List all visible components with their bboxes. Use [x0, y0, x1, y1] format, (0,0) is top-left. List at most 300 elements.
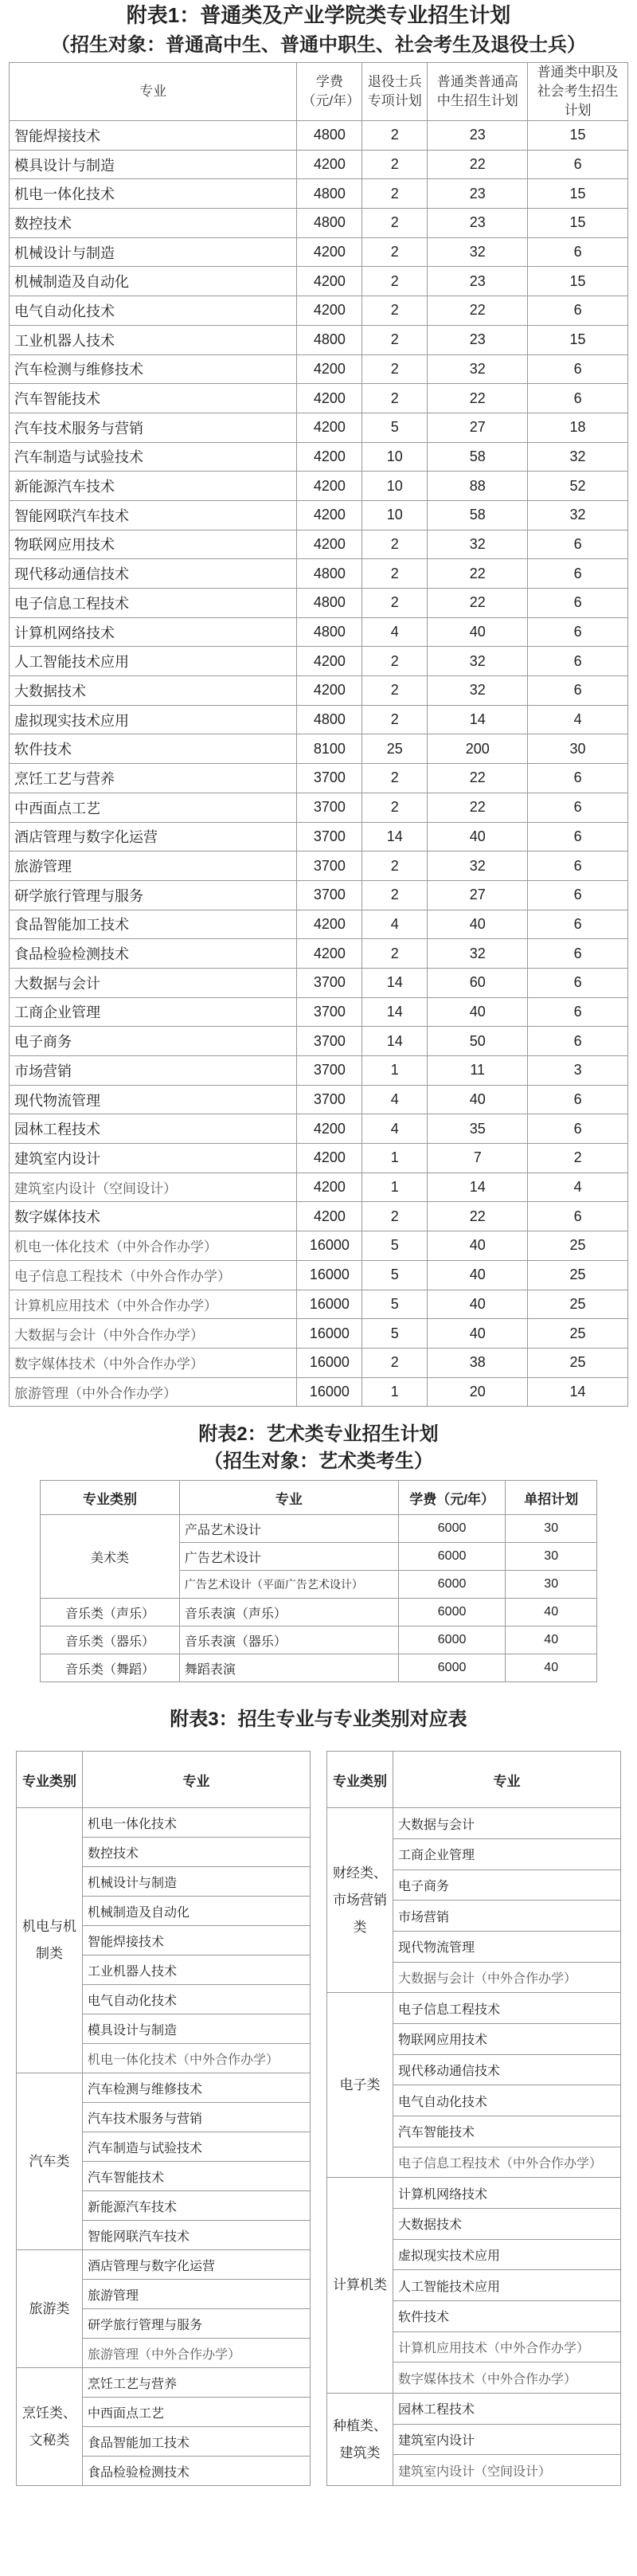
- table1-header-highschool: 普通类普通高中生招生计划: [428, 63, 528, 121]
- table2-cell-major: 音乐表演（器乐）: [179, 1627, 398, 1654]
- table3-cell-major: 汽车制造与试验技术: [83, 2132, 311, 2162]
- table2-cell-value: 6000: [398, 1543, 506, 1571]
- table3-cell-major: 汽车技术服务与营销: [83, 2103, 311, 2132]
- table3-cell-major: 汽车检测与维修技术: [83, 2073, 311, 2103]
- table1-cell-major: 汽车技术服务与营销: [10, 413, 297, 442]
- table2-subtitle: （招生对象：艺术类考生）: [204, 1450, 433, 1473]
- table1-cell-value: 3700: [297, 1085, 362, 1114]
- table1-cell-value: 32: [428, 237, 528, 267]
- table1-cell-major: 建筑室内设计（空间设计）: [10, 1173, 297, 1202]
- table3-cell-major: 工业机器人技术: [83, 1955, 311, 1985]
- table3-right-header-major: 专业: [393, 1752, 621, 1808]
- table1-cell-value: 38: [428, 1348, 528, 1377]
- table1-cell-major: 智能网联汽车技术: [10, 500, 297, 530]
- table2-title: 附表2：艺术类专业招生计划: [198, 1423, 439, 1446]
- table3-cell-major: 计算机网络技术: [393, 2178, 621, 2209]
- table3-left-body: [17, 1808, 311, 2486]
- table1-cell-value: 22: [428, 1202, 528, 1231]
- table2-cell-value: 6000: [398, 1627, 506, 1654]
- table1-cell-major: 新能源汽车技术: [10, 472, 297, 501]
- table1-cell-value: 2: [362, 559, 428, 589]
- table1-row: [10, 617, 628, 647]
- table1-cell-value: 2: [362, 851, 428, 881]
- table1-cell-value: 15: [528, 267, 628, 296]
- table1-cell-value: 20: [428, 1377, 528, 1407]
- table1-cell-value: 4200: [297, 442, 362, 472]
- table1-row: [10, 1173, 628, 1202]
- table3: [16, 1751, 621, 2486]
- table1-cell-major: 计算机网络技术: [10, 617, 297, 647]
- table2-cell-category: 美术类: [41, 1515, 180, 1599]
- table3-right-header-category: 专业类别: [327, 1752, 393, 1808]
- table2-cell-value: 40: [506, 1627, 597, 1654]
- table1-cell-value: 4200: [297, 1144, 362, 1173]
- table3-left: [16, 1751, 311, 2486]
- table3-cell-major: 酒店管理与数字化运营: [83, 2250, 311, 2280]
- table1-cell-major: 酒店管理与数字化运营: [10, 822, 297, 851]
- table1-cell-value: 14: [428, 1173, 528, 1202]
- table1-cell-value: 2: [362, 384, 428, 413]
- table1-cell-value: 50: [428, 1027, 528, 1056]
- table1-cell-major: 大数据技术: [10, 676, 297, 706]
- table1-cell-value: 58: [428, 500, 528, 530]
- table1-cell-major: 旅游管理: [10, 851, 297, 881]
- table3-cell-major: 工商企业管理: [393, 1838, 621, 1869]
- table1-cell-value: 40: [428, 1085, 528, 1114]
- table1-cell-value: 6: [528, 793, 628, 822]
- table1-cell-value: 22: [428, 559, 528, 589]
- table1-cell-value: 8100: [297, 734, 362, 764]
- table1-cell-value: 27: [428, 880, 528, 910]
- table1-cell-value: 2: [362, 237, 428, 267]
- table3-cell-major: 现代物流管理: [393, 1931, 621, 1962]
- table1-cell-major: 模具设计与制造: [10, 150, 297, 179]
- table1-cell-value: 14: [362, 1027, 428, 1056]
- table3-cell-major: 现代移动通信技术: [393, 2054, 621, 2085]
- table3-cell-major: 建筑室内设计: [393, 2424, 621, 2455]
- table1-cell-major: 电子商务: [10, 1027, 297, 1056]
- table1-cell-value: 88: [428, 472, 528, 501]
- table1-cell-value: 3700: [297, 793, 362, 822]
- table1-cell-value: 2: [362, 267, 428, 296]
- table3-cell-major: 旅游管理（中外合作办学）: [83, 2339, 311, 2368]
- table1-cell-major: 虚拟现实技术应用: [10, 705, 297, 734]
- table3-row: [327, 2394, 621, 2425]
- table2-cell-value: 30: [506, 1571, 597, 1599]
- table1-cell-major: 中西面点工艺: [10, 793, 297, 822]
- table1-cell-value: 25: [362, 734, 428, 764]
- table1-cell-value: 14: [528, 1377, 628, 1407]
- table2-header-plan: 单招计划: [506, 1481, 597, 1515]
- table1-cell-value: 60: [428, 968, 528, 997]
- table3-cell-major: 计算机应用技术（中外合作办学）: [393, 2331, 621, 2363]
- table1-cell-value: 25: [528, 1290, 628, 1319]
- table1-cell-value: 25: [528, 1260, 628, 1290]
- table1-cell-major: 人工智能技术应用: [10, 647, 297, 676]
- table1-cell-value: 4200: [297, 354, 362, 384]
- table3-cell-major: 虚拟现实技术应用: [393, 2239, 621, 2270]
- table2-cell-category: 音乐类（器乐）: [41, 1627, 180, 1654]
- table1-cell-value: 25: [528, 1319, 628, 1349]
- table1-cell-value: 22: [428, 384, 528, 413]
- table1-cell-value: 4200: [297, 530, 362, 559]
- table1-cell-value: 4800: [297, 705, 362, 734]
- table2-cell-major: 广告艺术设计: [179, 1543, 398, 1571]
- table2-cell-major: 音乐表演（声乐）: [179, 1599, 398, 1627]
- table3-row: [327, 1808, 621, 1839]
- table1-cell-value: 4: [528, 1173, 628, 1202]
- table2-row: [41, 1599, 597, 1627]
- table1-cell-value: 18: [528, 413, 628, 442]
- table1-cell-value: 6: [528, 1027, 628, 1056]
- table1-cell-value: 40: [428, 1290, 528, 1319]
- table1-cell-major: 大数据与会计（中外合作办学）: [10, 1319, 297, 1349]
- table1-cell-value: 32: [428, 647, 528, 676]
- table1-cell-value: 6: [528, 647, 628, 676]
- table1-cell-value: 22: [428, 589, 528, 618]
- table1-cell-value: 4800: [297, 209, 362, 238]
- table1-subtitle: （招生对象：普通高中生、普通中职生、社会考生及退役士兵）: [51, 34, 586, 56]
- table1-row: [10, 179, 628, 209]
- table1-cell-major: 市场营销: [10, 1056, 297, 1086]
- table3-left-header-row: [17, 1752, 311, 1808]
- table1-cell-value: 6: [528, 559, 628, 589]
- table1-body: [10, 121, 628, 1407]
- table1-row: [10, 851, 628, 881]
- table1-cell-value: 14: [362, 968, 428, 997]
- table1-cell-value: 6: [528, 851, 628, 881]
- table1-cell-major: 计算机应用技术（中外合作办学）: [10, 1290, 297, 1319]
- table2-row: [41, 1654, 597, 1682]
- table3-cell-category: 旅游类: [17, 2250, 83, 2368]
- table1-cell-value: 4200: [297, 500, 362, 530]
- table3-cell-major: 物联网应用技术: [393, 2023, 621, 2054]
- table1-cell-value: 27: [428, 413, 528, 442]
- table1-row: [10, 676, 628, 706]
- table3-cell-category: 汽车类: [17, 2073, 83, 2250]
- table3-cell-major: 模具设计与制造: [83, 2014, 311, 2044]
- table1-cell-value: 10: [362, 442, 428, 472]
- table1-row: [10, 530, 628, 559]
- table1-cell-value: 4800: [297, 617, 362, 647]
- table1-cell-value: 16000: [297, 1290, 362, 1319]
- table1-cell-major: 机械制造及自动化: [10, 267, 297, 296]
- table2-row: [41, 1515, 597, 1543]
- table1-row: [10, 500, 628, 530]
- table2-header-fee: 学费（元/年）: [398, 1481, 506, 1515]
- table1-row: [10, 1085, 628, 1114]
- table2-header-category: 专业类别: [41, 1481, 180, 1515]
- table1-cell-value: 35: [428, 1114, 528, 1144]
- table1-cell-value: 6: [528, 822, 628, 851]
- table1-cell-major: 工业机器人技术: [10, 325, 297, 354]
- table1-title: 附表1：普通类及产业学院类专业招生计划: [126, 3, 511, 27]
- table1-cell-value: 5: [362, 413, 428, 442]
- table1-row: [10, 1202, 628, 1231]
- table1-row: [10, 764, 628, 793]
- table1-cell-value: 40: [428, 1260, 528, 1290]
- table3-cell-major: 电气自动化技术: [393, 2085, 621, 2116]
- table1-cell-value: 1: [362, 1377, 428, 1407]
- table1-cell-value: 2: [528, 1144, 628, 1173]
- table1-cell-value: 6: [528, 764, 628, 793]
- table1-row: [10, 822, 628, 851]
- table1-cell-value: 6: [528, 617, 628, 647]
- table1-cell-value: 3700: [297, 1056, 362, 1086]
- table1-cell-major: 物联网应用技术: [10, 530, 297, 559]
- table3-cell-major: 大数据与会计: [393, 1808, 621, 1839]
- table3-row: [327, 1993, 621, 2024]
- table1-cell-value: 4: [362, 910, 428, 939]
- table3-row: [17, 2073, 311, 2103]
- table3-cell-major: 研学旅行管理与服务: [83, 2309, 311, 2339]
- table1-cell-value: 4200: [297, 1114, 362, 1144]
- table1-row: [10, 325, 628, 354]
- table1-cell-value: 2: [362, 179, 428, 209]
- table1-cell-value: 2: [362, 676, 428, 706]
- table1-cell-value: 16000: [297, 1260, 362, 1290]
- table1-cell-value: 3700: [297, 997, 362, 1027]
- table1-cell-value: 5: [362, 1260, 428, 1290]
- table1-cell-major: 园林工程技术: [10, 1114, 297, 1144]
- table1-cell-value: 4800: [297, 121, 362, 151]
- table1-cell-value: 4800: [297, 179, 362, 209]
- table1-cell-value: 40: [428, 822, 528, 851]
- table1-cell-value: 3700: [297, 822, 362, 851]
- table1-row: [10, 237, 628, 267]
- table1-cell-value: 6: [528, 910, 628, 939]
- table3-cell-major: 电子信息工程技术: [393, 1993, 621, 2024]
- table1-cell-value: 30: [528, 734, 628, 764]
- table1-cell-value: 11: [428, 1056, 528, 1086]
- table1-row: [10, 296, 628, 326]
- table1-cell-value: 2: [362, 1202, 428, 1231]
- table1-cell-value: 40: [428, 1319, 528, 1349]
- table1-cell-value: 7: [428, 1144, 528, 1173]
- table1-cell-value: 4800: [297, 559, 362, 589]
- table1-row: [10, 384, 628, 413]
- table2-cell-value: 6000: [398, 1515, 506, 1543]
- table3-cell-major: 旅游管理: [83, 2280, 311, 2309]
- table3-cell-major: 人工智能技术应用: [393, 2270, 621, 2301]
- table1-cell-major: 现代移动通信技术: [10, 559, 297, 589]
- table3-cell-major: 数字媒体技术（中外合作办学）: [393, 2363, 621, 2394]
- table1-cell-value: 6: [528, 968, 628, 997]
- table1-cell-value: 15: [528, 121, 628, 151]
- table1-cell-value: 4200: [297, 1173, 362, 1202]
- table1-cell-value: 15: [528, 325, 628, 354]
- table1-cell-major: 数字媒体技术: [10, 1202, 297, 1231]
- table3-cell-major: 市场营销: [393, 1901, 621, 1932]
- table1-cell-value: 2: [362, 296, 428, 326]
- table3-cell-major: 大数据技术: [393, 2208, 621, 2239]
- table3-cell-major: 建筑室内设计（空间设计）: [393, 2455, 621, 2486]
- table1: [9, 62, 628, 1407]
- table3-title: 附表3：招生专业与专业类别对应表: [170, 1709, 467, 1731]
- table1-cell-major: 研学旅行管理与服务: [10, 880, 297, 910]
- table3-row: [17, 2250, 311, 2280]
- table1-row: [10, 1348, 628, 1377]
- table1-header-row: [10, 63, 628, 121]
- table3-cell-major: 汽车智能技术: [83, 2162, 311, 2191]
- table1-cell-value: 4200: [297, 939, 362, 969]
- table1-cell-value: 40: [428, 617, 528, 647]
- table1-header-fee: 学费（元/年）: [297, 63, 362, 121]
- table3-cell-category: 计算机类: [327, 2178, 393, 2394]
- table1-cell-value: 4200: [297, 1202, 362, 1231]
- table1-cell-value: 4200: [297, 647, 362, 676]
- table1-header-veteran: 退役士兵专项计划: [362, 63, 428, 121]
- table3-cell-major: 园林工程技术: [393, 2394, 621, 2425]
- table3-cell-category: 机电与机制类: [17, 1808, 83, 2073]
- table3-cell-major: 食品智能加工技术: [83, 2427, 311, 2457]
- table1-cell-value: 4200: [297, 384, 362, 413]
- table2-header-row: [41, 1481, 597, 1515]
- table1-cell-major: 现代物流管理: [10, 1085, 297, 1114]
- table1-cell-value: 22: [428, 764, 528, 793]
- table3-cell-major: 大数据与会计（中外合作办学）: [393, 1962, 621, 1993]
- table3-cell-major: 食品检验检测技术: [83, 2457, 311, 2486]
- table1-cell-value: 23: [428, 267, 528, 296]
- table1-cell-value: 40: [428, 1231, 528, 1261]
- table3-left-header-category: 专业类别: [17, 1752, 83, 1808]
- table1-cell-value: 14: [362, 822, 428, 851]
- table1-row: [10, 354, 628, 384]
- table3-cell-major: 机电一体化技术: [83, 1808, 311, 1838]
- table1-cell-value: 2: [362, 647, 428, 676]
- table3-cell-major: 软件技术: [393, 2301, 621, 2332]
- table3-cell-category: 财经类、市场营销类: [327, 1808, 393, 1993]
- table2-body: [41, 1515, 597, 1682]
- table3-row: [17, 2368, 311, 2398]
- table3-cell-major: 中西面点工艺: [83, 2398, 311, 2427]
- table1-cell-major: 汽车制造与试验技术: [10, 442, 297, 472]
- table1-cell-value: 6: [528, 1114, 628, 1144]
- table1-cell-value: 6: [528, 880, 628, 910]
- table3-cell-major: 机械设计与制造: [83, 1867, 311, 1897]
- table1-cell-value: 6: [528, 354, 628, 384]
- table1-cell-value: 32: [428, 354, 528, 384]
- table1-cell-value: 32: [428, 530, 528, 559]
- table1-cell-value: 4200: [297, 237, 362, 267]
- table1-cell-value: 32: [428, 676, 528, 706]
- table1-cell-value: 4: [528, 705, 628, 734]
- table3-cell-major: 电子商务: [393, 1869, 621, 1901]
- table1-cell-value: 4200: [297, 472, 362, 501]
- table3-row: [17, 1808, 311, 1838]
- table1-cell-value: 6: [528, 530, 628, 559]
- table1-cell-major: 旅游管理（中外合作办学）: [10, 1377, 297, 1407]
- table1-cell-value: 6: [528, 997, 628, 1027]
- table1-cell-value: 3700: [297, 880, 362, 910]
- table3-cell-major: 烹饪工艺与营养: [83, 2368, 311, 2398]
- table1-cell-value: 32: [428, 851, 528, 881]
- table1-cell-major: 数控技术: [10, 209, 297, 238]
- table2-cell-value: 6000: [398, 1599, 506, 1627]
- table1-cell-value: 2: [362, 121, 428, 151]
- table1-header-vocational: 普通类中职及社会考生招生计划: [528, 63, 628, 121]
- table2-cell-category: 音乐类（声乐）: [41, 1599, 180, 1627]
- table1-row: [10, 1231, 628, 1261]
- table1-cell-value: 40: [428, 910, 528, 939]
- table1-cell-value: 4: [362, 617, 428, 647]
- table1-row: [10, 150, 628, 179]
- table1-cell-value: 2: [362, 705, 428, 734]
- table2-cell-value: 6000: [398, 1654, 506, 1682]
- table1-row: [10, 472, 628, 501]
- table1-cell-value: 4: [362, 1085, 428, 1114]
- table1-cell-value: 40: [428, 997, 528, 1027]
- table1-cell-value: 3700: [297, 764, 362, 793]
- table1-row: [10, 209, 628, 238]
- table1-cell-value: 4800: [297, 589, 362, 618]
- table1-cell-value: 58: [428, 442, 528, 472]
- table3-cell-major: 电气自动化技术: [83, 1985, 311, 2014]
- table1-cell-value: 2: [362, 589, 428, 618]
- table1-cell-value: 6: [528, 1202, 628, 1231]
- table1-cell-value: 23: [428, 179, 528, 209]
- table1-row: [10, 1114, 628, 1144]
- table1-cell-value: 10: [362, 500, 428, 530]
- table1-cell-major: 软件技术: [10, 734, 297, 764]
- table1-cell-value: 200: [428, 734, 528, 764]
- table3-cell-category: 电子类: [327, 1993, 393, 2178]
- table1-cell-value: 3700: [297, 851, 362, 881]
- table1-cell-value: 1: [362, 1173, 428, 1202]
- table1-cell-major: 机电一体化技术: [10, 179, 297, 209]
- table1-cell-value: 5: [362, 1319, 428, 1349]
- table1-cell-value: 4200: [297, 150, 362, 179]
- table3-right-header-row: [327, 1752, 621, 1808]
- table1-cell-value: 25: [528, 1348, 628, 1377]
- table1-row: [10, 939, 628, 969]
- table1-row: [10, 1260, 628, 1290]
- table1-row: [10, 121, 628, 151]
- table1-cell-major: 大数据与会计: [10, 968, 297, 997]
- table1-cell-major: 电子信息工程技术: [10, 589, 297, 618]
- table1-cell-major: 智能焊接技术: [10, 121, 297, 151]
- table1-row: [10, 1377, 628, 1407]
- table1-header-major: 专业: [10, 63, 297, 121]
- table1-cell-value: 6: [528, 589, 628, 618]
- table1-cell-value: 5: [362, 1231, 428, 1261]
- table1-cell-value: 23: [428, 325, 528, 354]
- table1-cell-value: 4200: [297, 676, 362, 706]
- table3-right-body: [327, 1808, 621, 2486]
- table1-row: [10, 442, 628, 472]
- table2-cell-value: 30: [506, 1515, 597, 1543]
- table1-cell-value: 10: [362, 472, 428, 501]
- table3-cell-major: 智能焊接技术: [83, 1926, 311, 1955]
- table1-cell-value: 16000: [297, 1231, 362, 1261]
- table1-cell-value: 32: [528, 500, 628, 530]
- table1-cell-value: 16000: [297, 1348, 362, 1377]
- table1-cell-major: 建筑室内设计: [10, 1144, 297, 1173]
- table1-cell-value: 2: [362, 530, 428, 559]
- table1-row: [10, 880, 628, 910]
- table1-cell-major: 汽车检测与维修技术: [10, 354, 297, 384]
- table1-cell-value: 3700: [297, 1027, 362, 1056]
- table2-cell-major: 广告艺术设计（平面广告艺术设计）: [179, 1571, 398, 1599]
- table1-cell-value: 25: [528, 1231, 628, 1261]
- table1-row: [10, 267, 628, 296]
- table3-cell-major: 数控技术: [83, 1838, 311, 1867]
- table1-cell-value: 6: [528, 296, 628, 326]
- table1-row: [10, 559, 628, 589]
- table1-row: [10, 1144, 628, 1173]
- table2-cell-major: 产品艺术设计: [179, 1515, 398, 1543]
- table2-row: [41, 1627, 597, 1654]
